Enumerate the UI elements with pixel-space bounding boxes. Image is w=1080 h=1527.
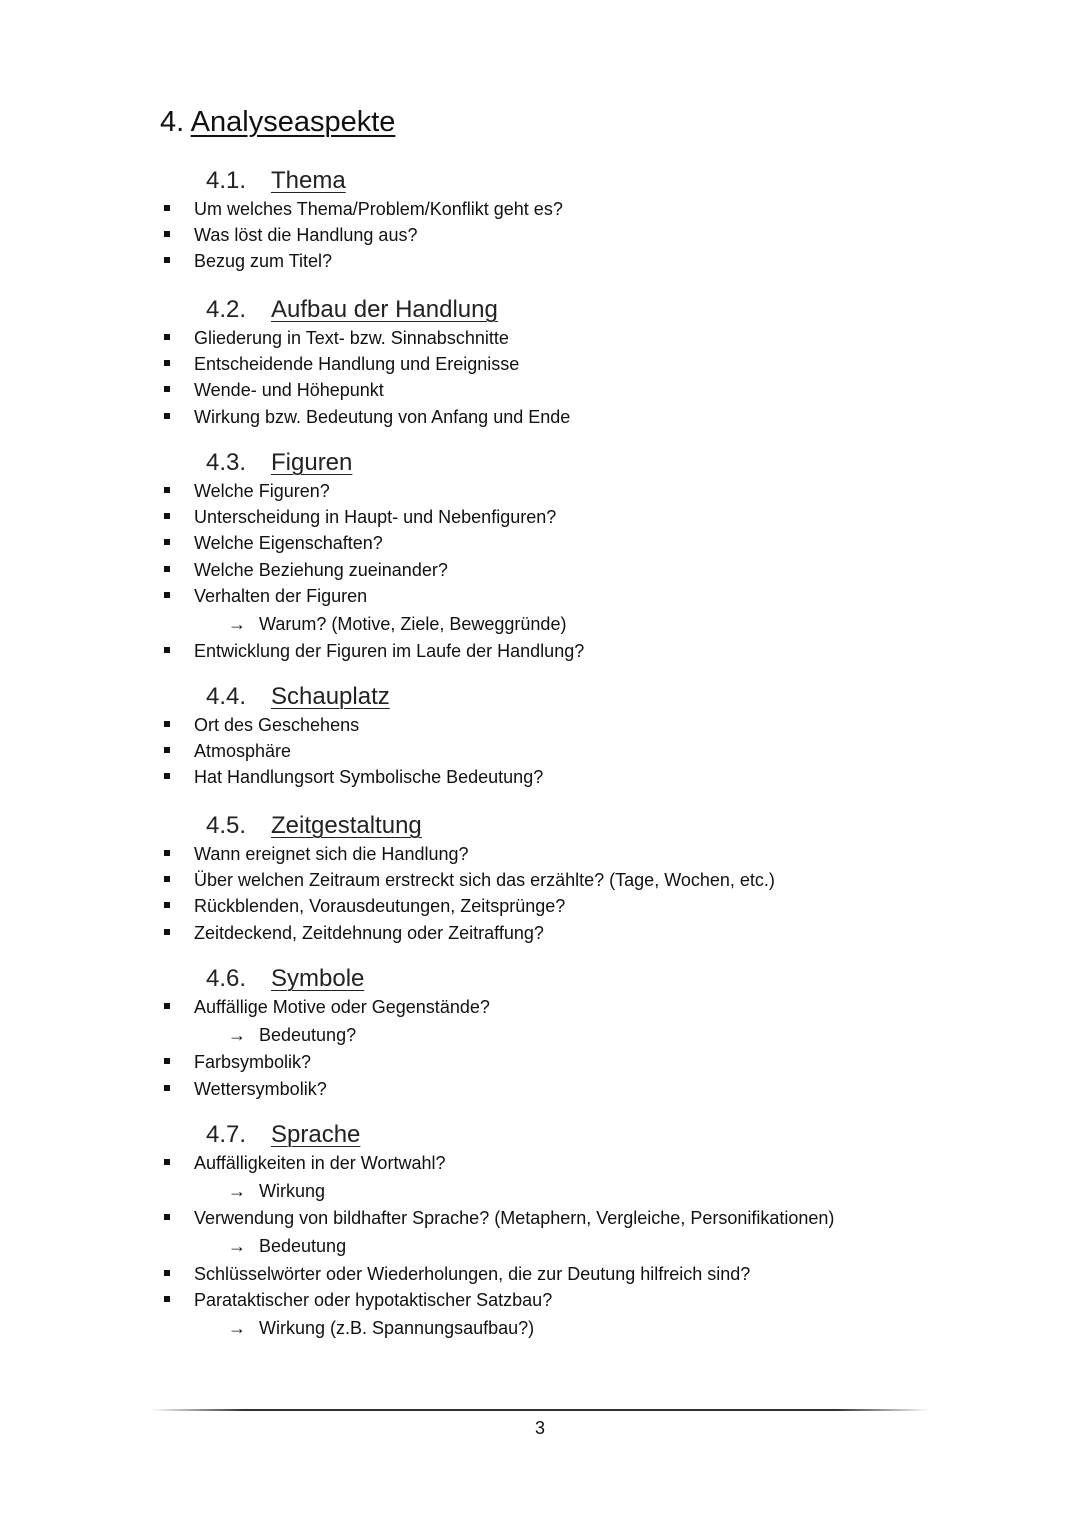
item-text: Unterscheidung in Haupt- und Nebenfiguren?	[194, 507, 557, 527]
item-text: Atmosphäre	[194, 741, 292, 761]
square-bullet-icon	[164, 850, 170, 856]
item-text: Bezug zum Titel?	[194, 251, 333, 271]
section-heading	[206, 448, 352, 478]
page-number: 3	[534, 1418, 545, 1438]
section-title: Figuren	[271, 449, 353, 476]
item-text: Entwicklung der Figuren im Laufe der Handlung?	[194, 641, 585, 661]
section-number: 4.1.	[206, 167, 247, 194]
item-text: Um welches Thema/Problem/Konflikt geht es?	[194, 199, 563, 219]
square-bullet-icon	[164, 205, 170, 211]
item-text: Was löst die Handlung aus?	[194, 225, 418, 245]
item-text: Hat Handlungsort Symbolische Bedeutung?	[194, 767, 544, 787]
square-bullet-icon	[164, 773, 170, 779]
item-text: Wende- und Höhepunkt	[194, 380, 384, 400]
square-bullet-icon	[164, 647, 170, 653]
arrow-right-icon: →	[228, 1318, 246, 1338]
item-text: Wirkung bzw. Bedeutung von Anfang und Ende	[194, 407, 571, 427]
item-text: Wettersymbolik?	[194, 1079, 327, 1099]
square-bullet-icon	[164, 334, 170, 340]
title-number: 4.	[160, 106, 185, 138]
item-text: Welche Eigenschaften?	[194, 533, 383, 553]
arrow-right-icon: →	[228, 614, 246, 634]
section-title: Aufbau der Handlung	[271, 296, 498, 323]
item-text: Auffälligkeiten in der Wortwahl?	[194, 1153, 446, 1173]
section-number: 4.5.	[206, 812, 247, 839]
square-bullet-icon	[164, 592, 170, 598]
section-heading	[206, 811, 422, 841]
item-text: Welche Beziehung zueinander?	[194, 560, 448, 580]
square-bullet-icon	[164, 513, 170, 519]
arrow-right-icon: →	[228, 1181, 246, 1201]
section-number: 4.6.	[206, 965, 247, 992]
square-bullet-icon	[164, 386, 170, 392]
item-text: Schlüsselwörter oder Wiederholungen, die zur Deutung hilfreich sind?	[194, 1264, 751, 1284]
square-bullet-icon	[164, 1058, 170, 1064]
square-bullet-icon	[164, 747, 170, 753]
square-bullet-icon	[164, 902, 170, 908]
square-bullet-icon	[164, 566, 170, 572]
item-text: Entscheidende Handlung und Ereignisse	[194, 354, 520, 374]
section-heading	[206, 682, 390, 712]
item-text: Bedeutung?	[259, 1025, 357, 1045]
square-bullet-icon	[164, 1270, 170, 1276]
section-title: Symbole	[271, 965, 365, 992]
square-bullet-icon	[164, 929, 170, 935]
section-title: Sprache	[271, 1121, 361, 1148]
item-text: Wirkung (z.B. Spannungsaufbau?)	[259, 1318, 535, 1338]
square-bullet-icon	[164, 257, 170, 263]
item-text: Ort des Geschehens	[194, 715, 360, 735]
item-text: Parataktischer oder hypotaktischer Satzbau?	[194, 1290, 553, 1310]
item-text: Verwendung von bildhafter Sprache? (Metaphern, Vergleiche, Personifikationen)	[194, 1208, 835, 1228]
item-text: Gliederung in Text- bzw. Sinnabschnitte	[194, 328, 509, 348]
item-text: Über welchen Zeitraum erstreckt sich das erzählte? (Tage, Wochen, etc.)	[194, 870, 775, 890]
item-text: Warum? (Motive, Ziele, Beweggründe)	[259, 614, 567, 634]
section-heading	[206, 1120, 360, 1150]
item-text: Auffällige Motive oder Gegenstände?	[194, 997, 490, 1017]
square-bullet-icon	[164, 721, 170, 727]
section-title: Schauplatz	[271, 683, 390, 710]
square-bullet-icon	[164, 876, 170, 882]
item-text: Verhalten der Figuren	[194, 586, 368, 606]
item-text: Welche Figuren?	[194, 481, 330, 501]
square-bullet-icon	[164, 360, 170, 366]
square-bullet-icon	[164, 539, 170, 545]
square-bullet-icon	[164, 1214, 170, 1220]
item-text: Rückblenden, Vorausdeutungen, Zeitsprünge?	[194, 896, 566, 916]
section-heading	[206, 295, 498, 325]
section-heading	[206, 166, 346, 196]
square-bullet-icon	[164, 231, 170, 237]
section-number: 4.3.	[206, 449, 247, 476]
item-text: Farbsymbolik?	[194, 1052, 312, 1072]
square-bullet-icon	[164, 1085, 170, 1091]
title-text: Analyseaspekte	[190, 106, 396, 138]
item-text: Wirkung	[259, 1181, 326, 1201]
item-text: Bedeutung	[259, 1236, 347, 1256]
section-heading	[206, 964, 364, 994]
section-number: 4.7.	[206, 1121, 247, 1148]
square-bullet-icon	[164, 487, 170, 493]
footer-divider	[150, 1409, 930, 1411]
section-title: Thema	[271, 167, 346, 194]
arrow-right-icon: →	[228, 1025, 246, 1045]
section-number: 4.4.	[206, 683, 247, 710]
section-title: Zeitgestaltung	[271, 812, 422, 839]
square-bullet-icon	[164, 1003, 170, 1009]
square-bullet-icon	[164, 413, 170, 419]
square-bullet-icon	[164, 1296, 170, 1302]
arrow-right-icon: →	[228, 1236, 246, 1256]
page-title	[160, 104, 395, 140]
item-text: Wann ereignet sich die Handlung?	[194, 844, 469, 864]
item-text: Zeitdeckend, Zeitdehnung oder Zeitraffung?	[194, 923, 544, 943]
square-bullet-icon	[164, 1159, 170, 1165]
section-number: 4.2.	[206, 296, 247, 323]
